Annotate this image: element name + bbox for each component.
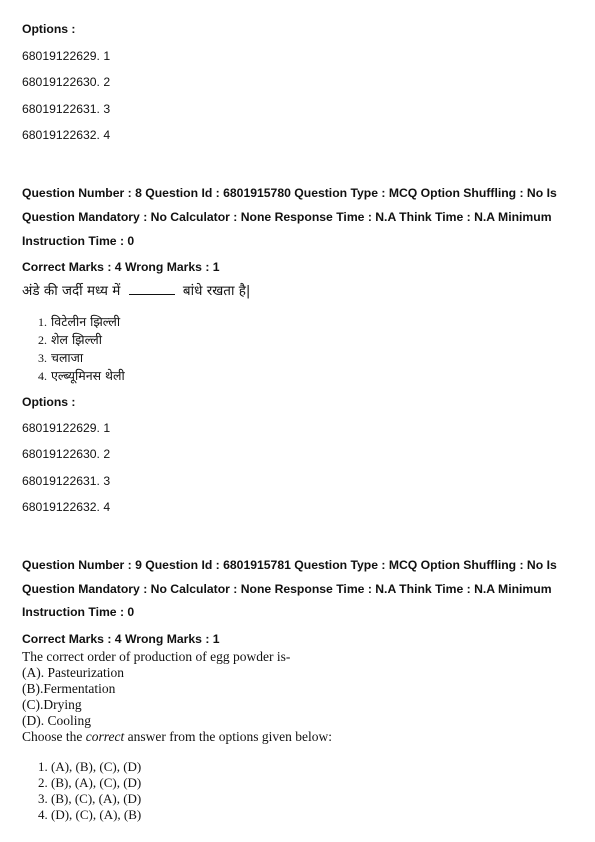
choice-number: 3.: [38, 351, 47, 365]
question-header-line: Instruction Time : 0: [22, 234, 135, 248]
option-item: 68019122630. 2: [22, 447, 111, 461]
instruction-emphasis: correct: [85, 729, 125, 744]
choice-item: 3. (B), (C), (A), (D): [38, 791, 142, 806]
sequence-item: (B).Fermentation: [22, 681, 116, 696]
option-item: 68019122630. 2: [22, 75, 111, 89]
choice-number: 2.: [38, 333, 47, 347]
choice-text: एल्ब्यूमिनस थेली: [51, 368, 125, 383]
choice-item: 4. (D), (C), (A), (B): [38, 807, 142, 822]
choice-text: शेल झिल्ली: [51, 332, 102, 347]
choice-item: [38, 367, 125, 385]
options-label: Options :: [22, 22, 76, 36]
choice-item: [38, 331, 102, 349]
sequence-item: (A). Pasteurization: [22, 665, 124, 680]
option-item: 68019122629. 1: [22, 421, 111, 435]
marks-line: Correct Marks : 4 Wrong Marks : 1: [22, 260, 220, 274]
question-header-line: Instruction Time : 0: [22, 605, 135, 619]
sequence-item: (D). Cooling: [22, 713, 91, 728]
question-header-line: Question Number : 9 Question Id : 6801915781 Question Type : MCQ Option Shuffling : No Is: [22, 558, 557, 572]
choice-item: 2. (B), (A), (C), (D): [38, 775, 142, 790]
option-item: 68019122632. 4: [22, 500, 111, 514]
sequence-item: (C).Drying: [22, 697, 82, 712]
option-item: 68019122631. 3: [22, 102, 111, 116]
options-label: Options :: [22, 395, 76, 409]
instruction-part: Choose the: [22, 729, 86, 744]
option-item: 68019122631. 3: [22, 474, 111, 488]
blank-line: [129, 282, 175, 295]
choice-number: 4.: [38, 369, 47, 383]
question-header-line: Question Mandatory : No Calculator : None Response Time : N.A Think Time : N.A Minimum: [22, 210, 552, 224]
choice-text: विटेलीन झिल्ली: [51, 314, 121, 329]
marks-line: Correct Marks : 4 Wrong Marks : 1: [22, 632, 220, 646]
choice-number: 1.: [38, 315, 47, 329]
question-intro: The correct order of production of egg powder is-: [22, 649, 291, 664]
choice-item: [38, 313, 120, 331]
choice-text: चलाजा: [51, 350, 84, 365]
instruction-part: answer from the options given below:: [124, 729, 332, 744]
question-text: [22, 281, 250, 299]
choice-item: [38, 349, 83, 367]
choice-item: 1. (A), (B), (C), (D): [38, 759, 142, 774]
question-header-line: Question Mandatory : No Calculator : None Response Time : N.A Think Time : N.A Minimum: [22, 582, 552, 596]
option-item: 68019122632. 4: [22, 128, 111, 142]
question-text-after: बांधे रखता है|: [182, 283, 251, 299]
question-text-before: अंडे की जर्दी मध्य में: [22, 283, 121, 299]
question-header-line: Question Number : 8 Question Id : 6801915780 Question Type : MCQ Option Shuffling : No Is: [22, 186, 557, 200]
instruction-text: [22, 729, 332, 745]
option-item: 68019122629. 1: [22, 49, 111, 63]
